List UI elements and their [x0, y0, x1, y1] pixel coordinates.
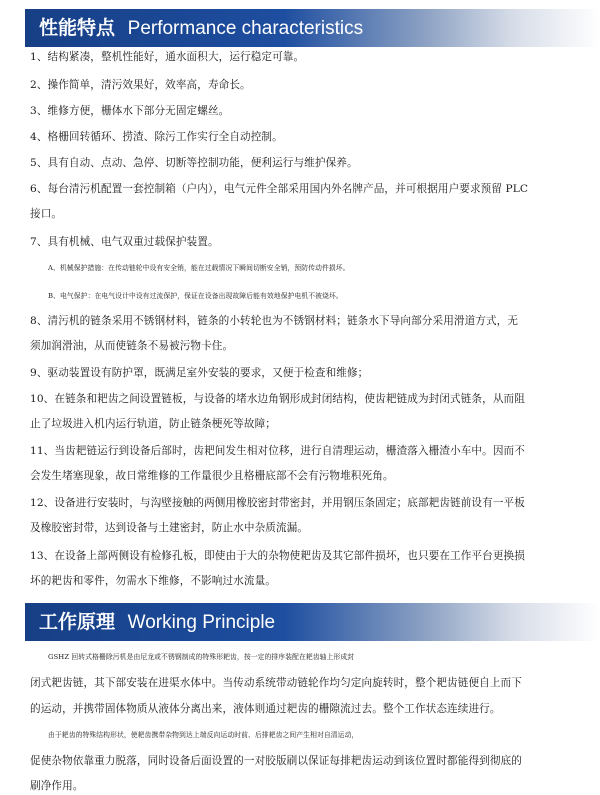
- performance-line-10: 10、在链条和耙齿之间设置链板，与设备的堵水边角钢形成封闭结构，使齿耙链成为封闭式链条，从而阻: [30, 393, 525, 405]
- performance-line-7a: A、机械保护措施：在传动链轮中设有安全销，能在过载情况下瞬间切断安全销，预防传动件损坏。: [48, 264, 350, 272]
- performance-line-13-cont: 坏的耙齿和零件，勿需水下维修，不影响过水流量。: [30, 575, 276, 587]
- working-line-1: GSHZ 回转式格栅除污机是由尼龙或不锈钢制成的特殊形耙齿，按一定的排序装配在耙齿轴上形成封: [48, 653, 355, 661]
- performance-line-3: 3、维修方便，栅体水下部分无固定螺丝。: [30, 105, 230, 117]
- performance-line-7b: B、电气保护：在电气设计中设有过流保护，保证在设备出现故障后能有效地保护电机不被烧坏。: [48, 292, 343, 300]
- working-title-cn: 工作原理: [39, 611, 116, 633]
- working-line-3: 的运动，并携带固体物质从液体分离出来，液体则通过耙齿的栅隙流过去。整个工作状态连续进行。: [30, 703, 501, 715]
- performance-line-8: 8、清污机的链条采用不锈钢材料，链条的小转轮也为不锈钢材料；链条水下导向部分采用滑道方式，无: [30, 315, 519, 327]
- performance-line-10-cont: 止了垃圾进入机内运行轨道，防止链条梗死等故障；: [30, 418, 276, 430]
- working-line-5: 促使杂物依靠重力脱落，同时设备后面设置的一对胶版刷以保证每排耙齿运动到该位置时都能得到彻底的: [30, 755, 522, 767]
- performance-line-11: 11、当齿耙链运行到设备后部时，齿耙间发生相对位移，进行自清理运动，栅渣落入栅渣小车中。因而不: [30, 445, 525, 457]
- performance-section-header: [25, 9, 600, 47]
- performance-line-7: 7、具有机械、电气双重过载保护装置。: [30, 236, 219, 248]
- working-title-en: Working Principle: [127, 612, 276, 633]
- working-section-header: [25, 603, 600, 641]
- performance-line-2: 2、操作简单，清污效果好，效率高，寿命长。: [30, 79, 251, 91]
- performance-line-9: 9、驱动装置设有防护罩，既满足室外安装的要求，又便于检查和维修；: [30, 367, 369, 379]
- performance-line-11-cont: 会发生堵塞现象，故日常维修的工作量很少且格栅底部不会有污物堆积死角。: [30, 470, 394, 482]
- performance-line-12: 12、设备进行安装时，与沟壁接触的两侧用橡胶密封带密封，并用钢压条固定；底部耙齿链前设有一平板: [30, 497, 525, 509]
- performance-title-cn: 性能特点: [39, 17, 116, 39]
- working-line-6: 刷净作用。: [30, 780, 84, 792]
- performance-line-4: 4、格栅回转循环、捞渣、除污工作实行全自动控制。: [30, 131, 283, 143]
- performance-line-13: 13、在设备上部两侧设有检修孔板，即使由于大的杂物使耙齿及其它部件损坏，也只要在工作平台更换损: [30, 550, 525, 562]
- performance-line-12-cont: 及橡胶密封带，达到设备与土建密封，防止水中杂质流漏。: [30, 522, 309, 534]
- working-line-4: 由于耙齿的特殊结构形状，使耙齿携带杂物到达上端反向运动时前、后排耙齿之间产生相对自清运动，: [48, 731, 359, 739]
- performance-title-en: Performance characteristics: [127, 18, 364, 39]
- performance-line-5: 5、具有自动、点动、急停、切断等控制功能，便利运行与维护保养。: [30, 157, 358, 169]
- performance-line-8-cont: 须加润滑油，从而使链条不易被污物卡住。: [30, 340, 234, 352]
- working-line-2: 闭式耙齿链，其下部安装在进渠水体中。当传动系统带动链轮作均匀定向旋转时，整个耙齿链便自上而下: [30, 677, 522, 689]
- performance-line-6-cont: 接口。: [30, 208, 63, 220]
- performance-line-6: 6、每台清污机配置一套控制箱（户内），电气元件全部采用国内外名牌产品，并可根据用户要求预留 PLC: [30, 183, 529, 195]
- performance-line-1: 1、结构紧凑，整机性能好，通水面积大，运行稳定可靠。: [30, 51, 305, 63]
